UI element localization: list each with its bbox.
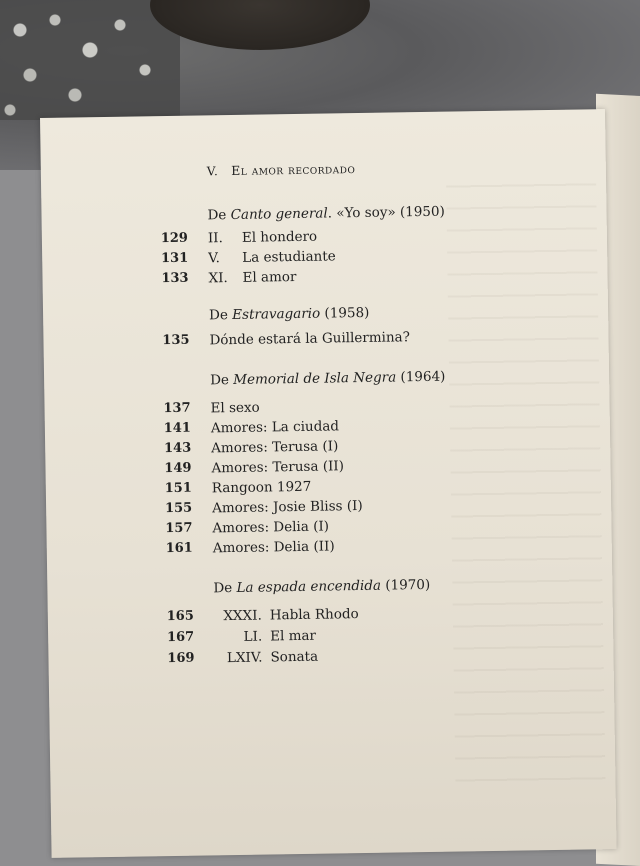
page-number: 149: [157, 461, 191, 477]
work-title: Estravagario: [232, 306, 320, 323]
entry-title: Amores: Josie Bliss (I): [212, 498, 363, 516]
group-prefix: De: [207, 207, 230, 223]
group-suffix: (1970): [381, 577, 430, 594]
roman-numeral: II.: [208, 230, 232, 246]
entry-title: El mar: [270, 628, 316, 645]
group-heading: [207, 204, 445, 224]
entry-title: El hondero: [242, 229, 317, 246]
entry-title: Sonata: [270, 649, 318, 666]
work-title: Memorial de Isla Negra: [233, 369, 396, 388]
page-number: 161: [159, 541, 193, 557]
page-number: 165: [160, 609, 194, 625]
page-number: 135: [155, 333, 189, 349]
work-title: La espada encendida: [236, 578, 381, 596]
section-heading: [207, 161, 356, 178]
page-number: 157: [158, 521, 192, 537]
roman-numeral: LXIV.: [206, 650, 262, 667]
page-number: 133: [154, 271, 188, 287]
entry-title: Habla Rhodo: [270, 606, 359, 623]
roman-numeral: LI.: [206, 629, 262, 646]
entry-title: Rangoon 1927: [212, 479, 312, 497]
group-suffix: (1964): [396, 369, 445, 386]
group-suffix: . «Yo soy» (1950): [328, 204, 445, 222]
page-number: 131: [154, 251, 188, 267]
entry-title: Amores: La ciudad: [211, 418, 339, 436]
entry-title: Amores: Terusa (I): [211, 438, 338, 456]
entry-title: Amores: Delia (II): [213, 538, 335, 556]
page-number: 143: [157, 441, 191, 457]
page-number: 129: [154, 231, 188, 247]
entry-title: Dónde estará la Guillermina?: [209, 329, 410, 348]
entry-title: Amores: Terusa (II): [211, 458, 344, 476]
entry-title: La estudiante: [242, 248, 336, 265]
group-prefix: De: [213, 580, 236, 596]
page-number: 155: [158, 501, 192, 517]
section-numeral: V.: [207, 164, 219, 178]
work-title: Canto general: [231, 205, 328, 223]
page-number: 151: [158, 481, 192, 497]
group-prefix: De: [210, 372, 233, 388]
page-number: 169: [160, 651, 194, 667]
entry-title: Amores: Delia (I): [212, 519, 329, 537]
entry-title: El amor: [242, 269, 296, 286]
page-number: 137: [156, 401, 190, 417]
roman-numeral: XXXI.: [206, 608, 262, 625]
roman-numeral: XI.: [208, 270, 232, 286]
roman-numeral: V.: [208, 250, 232, 266]
group-heading: [210, 369, 445, 389]
show-through-text: [446, 169, 606, 791]
book-page: [40, 109, 617, 858]
page-number: 141: [157, 421, 191, 437]
group-prefix: De: [209, 307, 232, 323]
section-title: El amor recordado: [231, 161, 355, 178]
group-heading: [209, 305, 370, 324]
speckled-fabric: [0, 0, 180, 120]
page-number: 167: [160, 630, 194, 646]
group-heading: [213, 577, 430, 596]
entry-title: El sexo: [210, 400, 259, 417]
group-suffix: (1958): [320, 305, 369, 322]
